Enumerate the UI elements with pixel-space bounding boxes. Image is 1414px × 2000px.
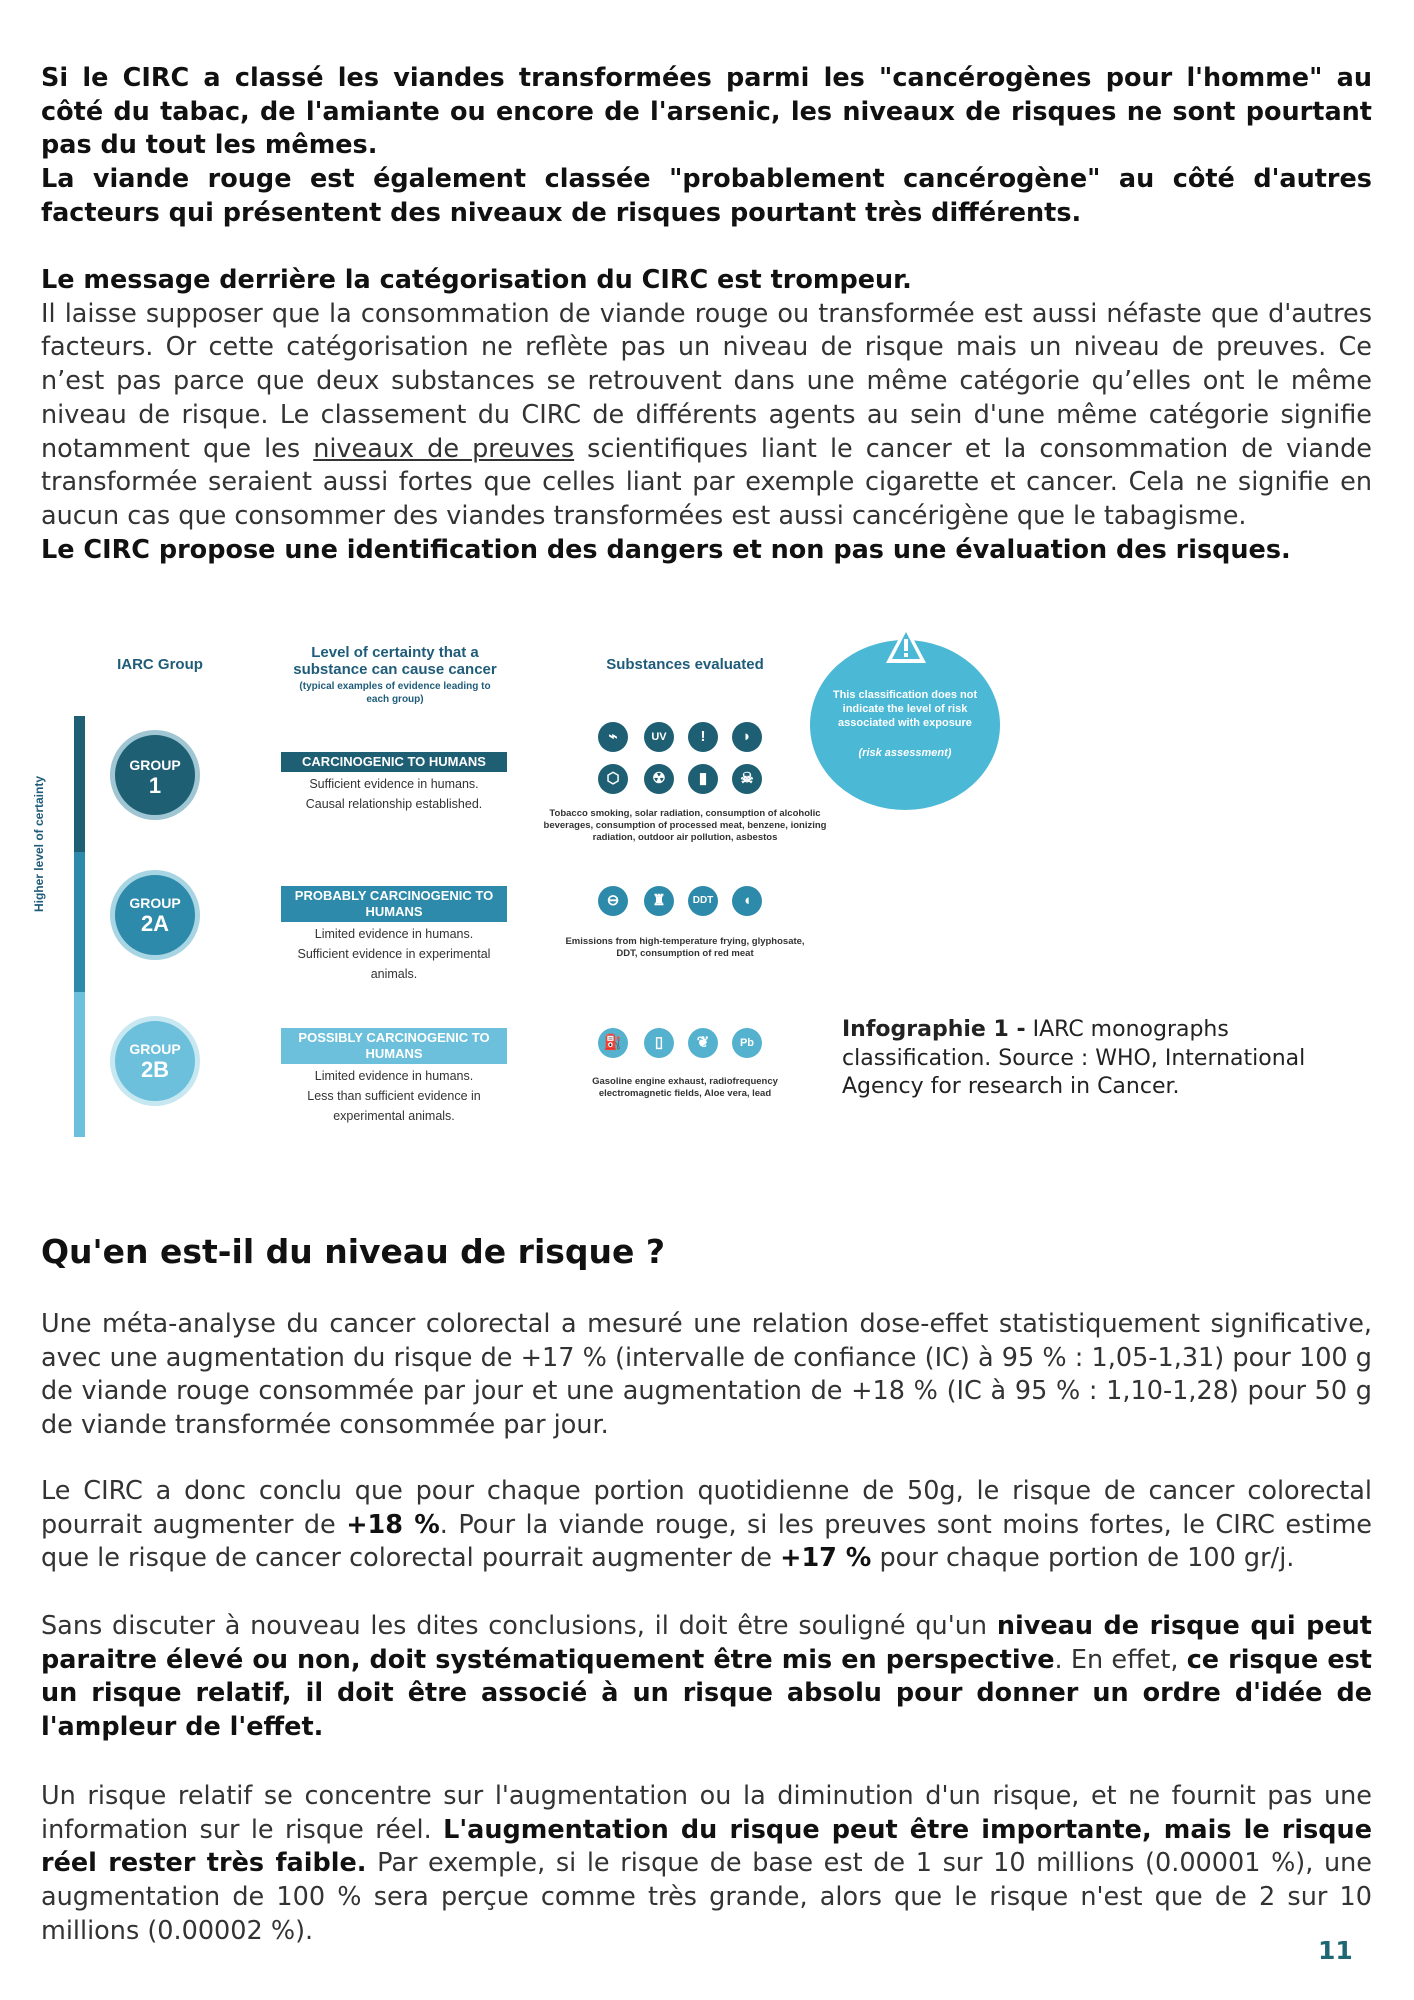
group-2a-desc-line-2: Sufficient evidence in experimental animals. xyxy=(297,947,491,981)
intro-paragraph-1: Si le CIRC a classé les viandes transformées parmi les "cancérogènes pour l'homme" au côté du tabac, de l'amiante ou encore de l'arsenic, les niveaux de risques ne sont pourtant pas du tout les mêmes. xyxy=(41,63,1372,161)
risk-disclaimer-bubble xyxy=(810,640,1000,810)
message-block xyxy=(41,264,1372,567)
certainty-bar-group2a xyxy=(74,852,85,992)
ddt-icon: DDT xyxy=(688,886,718,916)
bubble-text-italic: (risk assessment) xyxy=(858,747,952,759)
group-1-substances: Tobacco smoking, solar radiation, consumption of alcoholic beverages, consumption of processed meat, benzene, ionizing radiation, outdoor air pollution, asbestos xyxy=(543,808,827,843)
p2-text-d: pour chaque portion de 100 gr/j. xyxy=(871,1543,1295,1574)
infographic-caption xyxy=(842,1016,1382,1102)
group-2a-circle xyxy=(110,870,200,960)
certainty-bar-group2b xyxy=(74,992,85,1137)
p3-bold-2: ce risque est un risque relatif, il doit être associé à un risque absolu pour donner un ordre d'idée de l'ampleur de l'effet. xyxy=(41,1644,1372,1743)
group-2b-number: 2B xyxy=(140,1057,170,1082)
smoking-icon: ⌁ xyxy=(598,722,628,752)
caption-label: Infographie 1 - xyxy=(842,1017,1026,1042)
asbestos-icon: ☠ xyxy=(732,764,762,794)
message-body-part-b: scientifiques liant le cancer et la consommation de viande transformée seraient aussi fortes que celles liant par exemple cigarette et cancer. Cela ne signifie en aucun cas que consommer des viandes transformées est aussi cancérigène que le tabagisme. xyxy=(41,433,1372,531)
warning-icon xyxy=(883,622,929,666)
group-2b-description xyxy=(276,1066,512,1126)
p2-bold-17: +17 % xyxy=(780,1543,872,1574)
alcohol-icon: ! xyxy=(688,722,718,752)
substances-heading: Substances evaluated xyxy=(606,656,764,673)
processed-meat-icon: ◗ xyxy=(732,722,762,752)
group-1-word: GROUP xyxy=(129,757,181,773)
p3-bold-1: niveau de risque qui peut paraitre élevé ou non, doit systématiquement être mis en perspective xyxy=(41,1611,1372,1675)
group-2b-word: GROUP xyxy=(129,1041,181,1057)
intro-block xyxy=(41,62,1372,231)
radiation-icon: ☢ xyxy=(644,764,674,794)
frying-icon: ⊖ xyxy=(598,886,628,916)
message-heading: Le message derrière la catégorisation du CIRC est trompeur. xyxy=(41,265,912,295)
certainty-subheading: (typical examples of evidence leading to each group) xyxy=(299,681,491,705)
group-1-circle xyxy=(110,730,200,820)
group-1-number: 1 xyxy=(148,773,162,798)
group-2b-desc-line-2: Less than sufficient evidence in experimental animals. xyxy=(307,1089,481,1123)
intro-paragraph-2: La viande rouge est également classée "probablement cancérogène" au côté d'autres facteurs qui présentent des niveaux de risques pourtant très différents. xyxy=(41,164,1372,228)
group-2b-circle xyxy=(110,1016,200,1106)
lead-icon: Pb xyxy=(732,1028,762,1058)
p4-text-a: Un risque relatif se concentre sur l'augmentation ou la diminution d'un risque, et ne fournit pas une information sur le risque réel. xyxy=(41,1781,1372,1845)
group-2a-badge: PROBABLY CARCINOGENIC TO HUMANS xyxy=(281,886,507,922)
group-2a-description xyxy=(276,924,512,984)
group-1-badge: CARCINOGENIC TO HUMANS xyxy=(281,752,507,772)
caption-text: IARC monographs classification. Source : WHO, International Agency for research in Cancer. xyxy=(842,1017,1306,1099)
uv-icon: UV xyxy=(644,722,674,752)
message-conclusion: Le CIRC propose une identification des dangers et non pas une évaluation des risques. xyxy=(41,534,1291,565)
gasoline-icon: ⛽ xyxy=(598,1028,628,1058)
iarc-group-heading: IARC Group xyxy=(117,656,203,673)
evidence-level-link: niveaux de preuves xyxy=(313,433,575,464)
message-body xyxy=(41,298,1372,534)
page-number: 11 xyxy=(1318,1936,1353,1965)
benzene-icon: ⬡ xyxy=(598,764,628,794)
p4-bold: L'augmentation du risque peut être importante, mais le risque réel rester très faible. xyxy=(41,1814,1372,1879)
aloe-icon: ❦ xyxy=(688,1028,718,1058)
group-2a-word: GROUP xyxy=(129,895,181,911)
p2-text-a: Le CIRC a donc conclu que pour chaque portion quotidienne de 50g, le risque de cancer colorectal pourrait augmenter de xyxy=(41,1476,1372,1540)
message-body-part-a: Il laisse supposer que la consommation de viande rouge ou transformée est aussi néfaste que d'autres facteurs. Or cette catégorisation ne reflète pas un niveau de risque mais un niveau de preuves. Ce n’est pas parce que deux substances se retrouvent dans une même catégorie qu’elles ont le même niveau de risque. Le classement du CIRC de différents agents au sein d'une même catégorie signifie notamment que les xyxy=(41,298,1372,464)
phone-icon: ▯ xyxy=(644,1028,674,1058)
group-1-description xyxy=(276,774,512,814)
section-paragraph-2 xyxy=(41,1475,1372,1576)
p2-bold-18: +18 % xyxy=(346,1509,440,1540)
group-2a-desc-line-1: Limited evidence in humans. xyxy=(314,927,474,941)
group-1-desc-line-2: Causal relationship established. xyxy=(305,797,483,811)
group-2a-substances: Emissions from high-temperature frying, glyphosate, DDT, consumption of red meat xyxy=(565,936,805,959)
group-1-desc-line-1: Sufficient evidence in humans. xyxy=(309,777,479,791)
certainty-heading: Level of certainty that a substance can cause cancer xyxy=(293,644,497,678)
p4-text-c: Par exemple, si le risque de base est de 1 sur 10 millions (0.00001 %), une augmentation de 100 % sera perçue comme très grande, alors que le risque n'est que de 2 sur 10 millions (0.00002 %). xyxy=(41,1848,1372,1946)
group-2b-desc-line-1: Limited evidence in humans. xyxy=(314,1069,474,1083)
p3-text-c: . En effet, xyxy=(1054,1644,1187,1675)
red-meat-icon: ◖ xyxy=(732,886,762,916)
section-paragraph-1: Une méta-analyse du cancer colorectal a mesuré une relation dose-effet statistiquement significative, avec une augmentation du risque de +17 % (intervalle de confiance (IC) à 95 % : 1,05-1,31) pour 100 g de viande rouge consommée par jour et une augmentation de +18 % (IC à 95 % : 1,10-1,28) pour 50 g de viande transformée consommée par jour. xyxy=(41,1309,1372,1441)
section-paragraph-4 xyxy=(41,1780,1372,1949)
certainty-axis-label: Higher level of certainty xyxy=(32,775,46,913)
p3-text-a: Sans discuter à nouveau les dites conclusions, il doit être souligné qu'un xyxy=(41,1611,997,1641)
section-paragraph-3 xyxy=(41,1610,1372,1745)
group-2b-substances: Gasoline engine exhaust, radiofrequency electromagnetic fields, Aloe vera, lead xyxy=(592,1076,778,1099)
section-title: Qu'en est-il du niveau de risque ? xyxy=(41,1232,666,1271)
p2-text-c: . Pour la viande rouge, si les preuves sont moins fortes, le CIRC estime que le risque de cancer colorectal pourrait augmenter de xyxy=(41,1509,1372,1574)
pollution-icon: ▮ xyxy=(688,764,718,794)
group-2b-badge: POSSIBLY CARCINOGENIC TO HUMANS xyxy=(281,1028,507,1064)
glyphosate-icon: ♜ xyxy=(644,886,674,916)
certainty-bar-group1 xyxy=(74,716,85,852)
group-2a-number: 2A xyxy=(140,911,170,936)
bubble-text: This classification does not indicate the level of risk associated with exposure xyxy=(832,689,978,729)
